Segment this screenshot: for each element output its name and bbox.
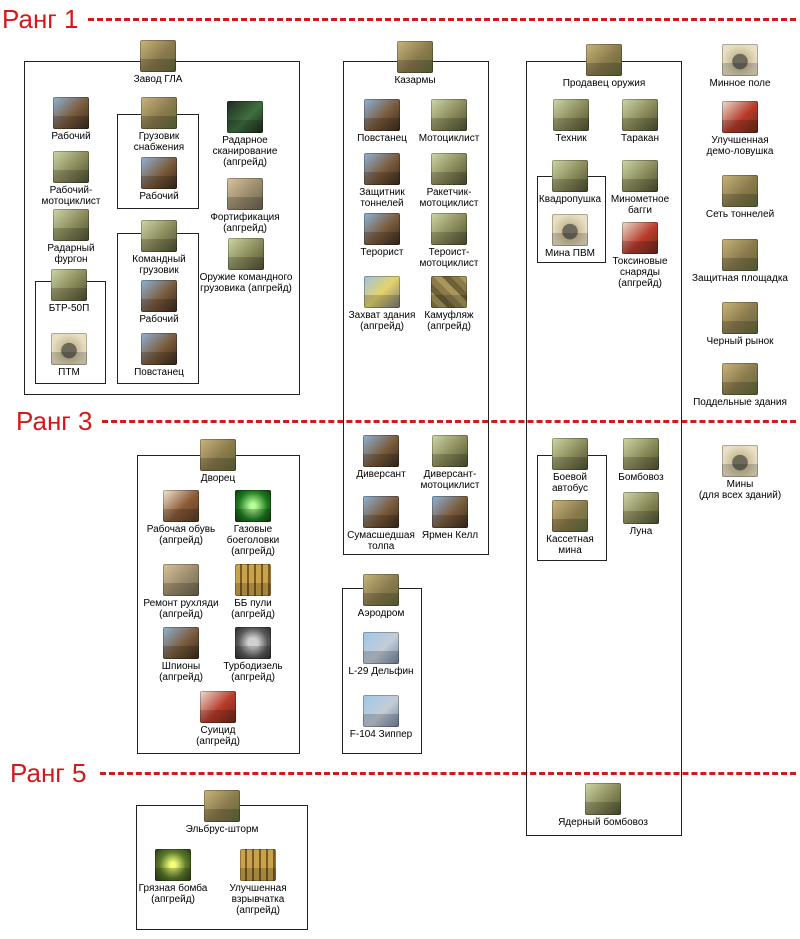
motorcycle-icon: [53, 151, 89, 183]
radiation-icon: [155, 849, 191, 881]
unit-scorpion[interactable]: Таракан: [585, 99, 695, 144]
gas-icon: [235, 490, 271, 522]
unit-saboteur[interactable]: Диверсант: [326, 435, 436, 480]
mine-icon-3: [722, 445, 758, 477]
mob-icon: [363, 496, 399, 528]
bomb-truck-icon: [623, 438, 659, 470]
tunnel-icon: [722, 175, 758, 207]
unit-biker[interactable]: Мотоциклист: [394, 99, 504, 144]
building-tunnel-network[interactable]: Сеть тоннелей: [685, 175, 795, 220]
unit-worker-2[interactable]: Рабочий: [104, 157, 214, 202]
unit-l29[interactable]: L-29 Дельфин: [326, 632, 436, 677]
radar-van-icon: [53, 209, 89, 241]
airfield-icon: [363, 574, 399, 606]
rebel-icon: [141, 333, 177, 365]
zavod-gla-building[interactable]: Завод ГЛА: [103, 40, 213, 85]
buggy-icon: [622, 160, 658, 192]
unit-ptm[interactable]: ПТМ: [14, 333, 124, 378]
worker-icon-3: [141, 280, 177, 312]
explosives-icon: [240, 849, 276, 881]
engine-icon: [235, 627, 271, 659]
ammo-icon: [235, 564, 271, 596]
boot-icon: [163, 490, 199, 522]
upgrade-junk-repair[interactable]: Ремонт рухляди (апгрейд): [126, 564, 236, 620]
saboteur-icon: [363, 435, 399, 467]
building-black-market[interactable]: Черный рынок: [685, 302, 795, 347]
quad-cannon-icon: [552, 160, 588, 192]
unit-terrorist[interactable]: Терорист: [327, 213, 437, 258]
building-demo-trap[interactable]: Улучшенная демо-ловушка: [685, 101, 795, 157]
jet-icon-2: [363, 695, 399, 727]
bomb-truck-icon-2: [585, 783, 621, 815]
tank-icon: [622, 99, 658, 131]
elbrus-building[interactable]: Эльбрус-шторм: [167, 790, 277, 835]
black-market-icon: [722, 302, 758, 334]
unit-terrorist-biker[interactable]: Тероист- мотоциклист: [394, 213, 504, 269]
unit-luna[interactable]: Луна: [586, 492, 696, 537]
suicide-icon: [200, 691, 236, 723]
zavod-gla-icon: [140, 40, 176, 72]
arms-dealer-icon: [586, 44, 622, 76]
apc-icon: [51, 269, 87, 301]
unit-rebel[interactable]: Повстанец: [104, 333, 214, 378]
fake-building-icon: [722, 363, 758, 395]
unit-worker[interactable]: Рабочий: [16, 97, 126, 142]
upgrade-gas-warheads[interactable]: Газовые боеголовки (апгрейд): [198, 490, 308, 557]
scud-storm-icon: [204, 790, 240, 822]
unit-btr-50p[interactable]: БТР-50П: [14, 269, 124, 314]
fortification-icon: [227, 178, 263, 210]
technical-icon: [553, 99, 589, 131]
upgrade-improved-explosives[interactable]: Улучшенная взрывчатка (апгрейд): [203, 849, 313, 916]
rank-1-divider: [88, 18, 796, 21]
unit-aa-mine[interactable]: Мина ПВМ: [515, 214, 625, 259]
building-defense-pad[interactable]: Защитная площадка: [685, 239, 795, 284]
motorcycle-icon-5: [432, 435, 468, 467]
upgrade-command-truck-weapon[interactable]: Оружие командного грузовика (апгрейд): [191, 238, 301, 294]
unit-quad-cannon[interactable]: Квадропушка: [515, 160, 625, 205]
unit-angry-mob[interactable]: Сумасшедшая толпа: [326, 496, 436, 552]
bus-icon: [552, 438, 588, 470]
building-minefield[interactable]: Минное поле: [685, 44, 795, 89]
hero-icon: [432, 496, 468, 528]
unit-battle-bus[interactable]: Боевой автобус: [515, 438, 625, 494]
camouflage-icon: [431, 276, 467, 308]
mine-icon: [51, 333, 87, 365]
unit-worker-3[interactable]: Рабочий: [104, 280, 214, 325]
motorcycle-icon-4: [431, 213, 467, 245]
unit-bomb-truck[interactable]: Бомбовоз: [586, 438, 696, 483]
upgrade-work-boots[interactable]: Рабочая обувь (апгрейд): [126, 490, 236, 546]
kazarmy-building[interactable]: Казармы: [360, 41, 470, 86]
truck-icon: [141, 97, 177, 129]
worker-icon-2: [141, 157, 177, 189]
rank-5-divider: [100, 772, 796, 775]
unit-mortar-buggy[interactable]: Минометное багги: [585, 160, 695, 216]
radar-screen-icon: [227, 101, 263, 133]
upgrade-radar-scan[interactable]: Радарное сканирование (апгрейд): [190, 101, 300, 168]
aerodrom-building[interactable]: Аэродром: [326, 574, 436, 619]
upgrade-spies[interactable]: Шпионы (апгрейд): [126, 627, 236, 683]
rank-3-label: Ранг 3: [16, 406, 93, 436]
unit-f104[interactable]: F-104 Зиппер: [326, 695, 436, 740]
upgrade-suicide[interactable]: Суицид (апгрейд): [163, 691, 273, 747]
upgrade-turbodiesel[interactable]: Турбодизель (апгрейд): [198, 627, 308, 683]
unit-command-truck[interactable]: Командный грузовик: [104, 220, 214, 276]
upgrade-camouflage[interactable]: Камуфляж (апгрейд): [394, 276, 504, 332]
upgrade-fortification[interactable]: Фортификация (апгрейд): [190, 178, 300, 234]
truck-icon-2: [141, 220, 177, 252]
upgrade-capture-building[interactable]: Захват здания (апгрейд): [327, 276, 437, 332]
toxin-shells-icon: [622, 222, 658, 254]
upgrade-fake-buildings[interactable]: Поддельные здания: [685, 363, 795, 408]
unit-tunnel-defender[interactable]: Защитник тоннелей: [327, 153, 437, 209]
weapon-upgrade-icon: [228, 238, 264, 270]
minefield-icon: [722, 44, 758, 76]
unit-jarmen-kell[interactable]: Ярмен Келл: [395, 496, 505, 541]
unit-technical[interactable]: Техник: [516, 99, 626, 144]
unit-nuclear-bomb-truck[interactable]: Ядерный бомбовоз: [548, 783, 658, 828]
upgrade-ap-bullets[interactable]: ББ пули (апгрейд): [198, 564, 308, 620]
unit-saboteur-biker[interactable]: Диверсант- мотоциклист: [395, 435, 505, 491]
mine-icon-2: [552, 214, 588, 246]
spy-icon: [163, 627, 199, 659]
unit-worker-biker[interactable]: Рабочий- мотоциклист: [16, 151, 126, 207]
kazarmy-icon: [397, 41, 433, 73]
cluster-mine-icon: [552, 500, 588, 532]
rank-5-label: Ранг 5: [10, 758, 87, 788]
unit-rocket-biker[interactable]: Ракетчик- мотоциклист: [394, 153, 504, 209]
upgrade-mines-all[interactable]: Мины (для всех зданий): [685, 445, 795, 501]
unit-radar-van[interactable]: Радарный фургон: [16, 209, 126, 265]
jet-icon: [363, 632, 399, 664]
unit-rebel-k[interactable]: Повстанец: [327, 99, 437, 144]
motorcycle-icon-2: [431, 99, 467, 131]
defense-pad-icon: [722, 239, 758, 271]
worker-icon: [53, 97, 89, 129]
unit-supply-truck[interactable]: Грузовик снабжения: [104, 97, 214, 153]
unit-cluster-mine[interactable]: Кассетная мина: [515, 500, 625, 556]
prodavec-building[interactable]: Продавец оружия: [549, 44, 659, 89]
rank-1-label: Ранг 1: [2, 4, 79, 34]
upgrade-dirty-bomb[interactable]: Грязная бомба (апгрейд): [118, 849, 228, 905]
upgrade-toxin-shells[interactable]: Токсиновые снаряды (апгрейд): [585, 222, 695, 289]
junk-icon: [163, 564, 199, 596]
demo-trap-icon: [722, 101, 758, 133]
palace-icon: [200, 439, 236, 471]
luna-icon: [623, 492, 659, 524]
dvorec-building[interactable]: Дворец: [163, 439, 273, 484]
rank-1-header: [0, 4, 800, 34]
motorcycle-icon-3: [431, 153, 467, 185]
